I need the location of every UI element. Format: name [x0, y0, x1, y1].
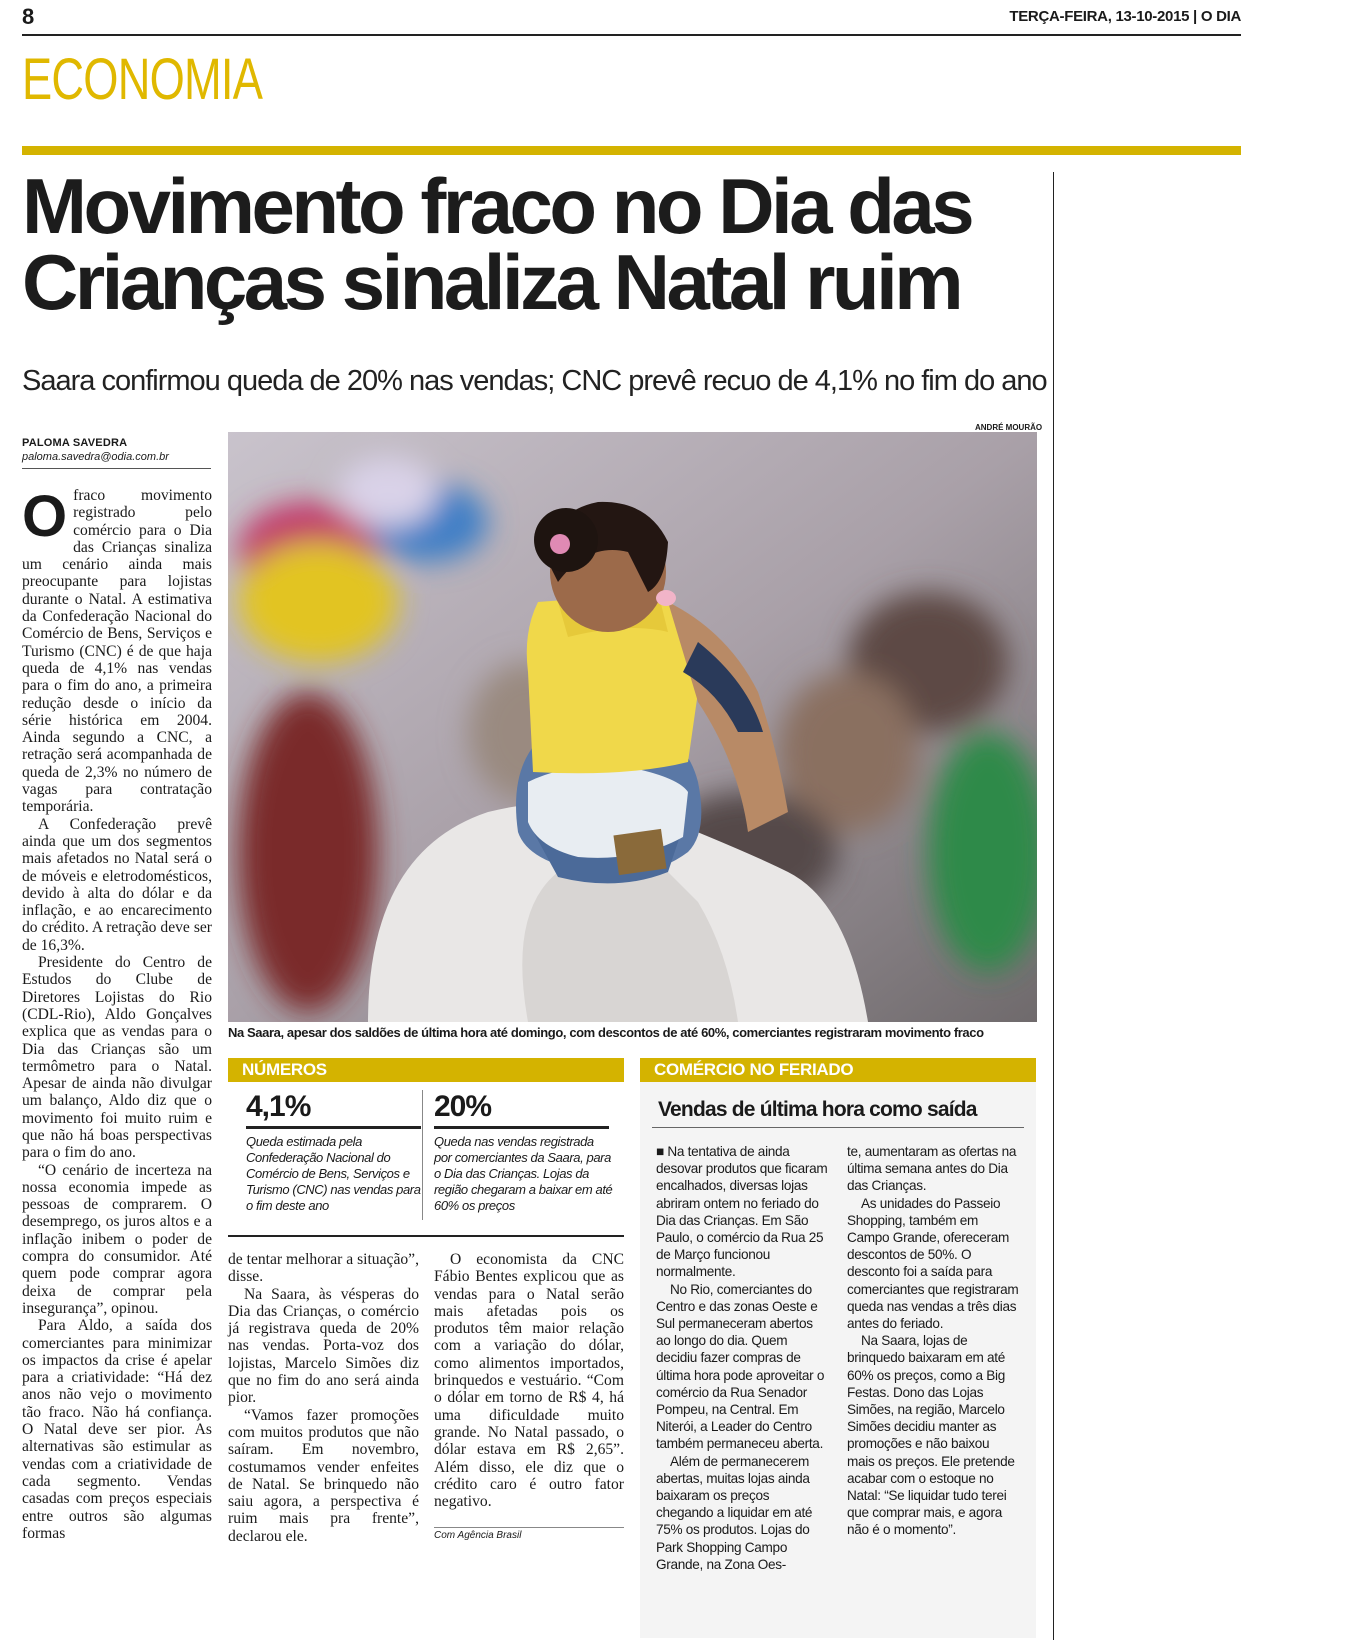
source-credit: Com Agência Brasil [434, 1530, 522, 1541]
headline: Movimento fraco no Dia das Crianças sinaliza Natal ruim [22, 162, 972, 327]
photo-illustration [228, 432, 1037, 1022]
stat-rule [434, 1126, 609, 1129]
photo-caption: Na Saara, apesar dos saldões de última hora até domingo, com descontos de até 60%, comerciantes registraram movimento fraco [228, 1025, 984, 1040]
holiday-sidebar [640, 1058, 1036, 1638]
source-rule [434, 1527, 624, 1528]
byline-rule [22, 468, 211, 469]
paragraph: de tentar melhorar a situação”, disse. [228, 1251, 419, 1286]
newspaper-brand: O DIA [1200, 8, 1241, 25]
paragraph: A Confederação prevê ainda que um dos segmentos mais afetados no Natal será o de móveis e eletrodomésticos, devido à alta do dólar e da inflação, e ao encarecimento do crédito. A retração deve ser de 16,3%. [22, 815, 212, 954]
numbers-box [228, 1058, 624, 1228]
subheadline: Saara confirmou queda de 20% nas vendas; CNC prevê recuo de 4,1% no fim do ano [22, 365, 1047, 397]
holiday-tag: COMÉRCIO NO FERIADO [640, 1058, 1036, 1082]
paragraph: Para Aldo, a saída dos comerciantes para minimizar os impactos da crise é apelar para a criatividade: “Há dez anos não vejo o movimento tão fraco. Não há confiança. O Natal deve ser pior. As alternativas são estimular as vendas com a criatividade de cada segmento. Vendas casadas com preços especiais entre outros são algumas formas [22, 1317, 212, 1542]
dropcap: O [22, 484, 68, 549]
page-number: 8 [22, 4, 35, 29]
article-column-2 [228, 1251, 419, 1545]
top-rule [22, 34, 1241, 36]
paragraph: “O cenário de incerteza na nossa economia impede as pessoas de comprarem. O desemprego, os juros altos e a inflação inibem o poder de compra do consumidor. Até quem pode comprar agora deixa de comprar pela insegurança”, opinou. [22, 1161, 212, 1317]
section-title: ECONOMIA [22, 47, 263, 112]
stat-item [434, 1090, 614, 1214]
stat-item [246, 1090, 426, 1214]
date: TERÇA-FEIRA, 13-10-2015 [1009, 8, 1190, 25]
paragraph: “Vamos fazer promoções com muitos produtos que não saíram. Em novembro, costumamos vender enfeites de Natal. Se brinquedo não saiu agora, a perspectiva é ruim mais pra frente”, declarou ele. [228, 1406, 419, 1545]
paragraph: O economista da CNC Fábio Bentes explicou que as vendas para o Natal serão mais afetadas pois os produtos têm maior relação com a variação do dólar, como alimentos importados, brinquedos e vestuário. “Com o dólar em torno de R$ 4, há uma dificuldade muito grande. No Natal passado, o dólar estava em R$ 2,65”. Além disso, ele diz que o crédito caro é outro fator negativo. [434, 1251, 624, 1511]
byline-email[interactable]: paloma.savedra@odia.com.br [22, 451, 169, 463]
numbers-box-title: NÚMEROS [228, 1058, 624, 1082]
section-bar [22, 146, 1241, 155]
paragraph: Presidente do Centro de Estudos do Clube de Diretores Lojistas do Rio (CDL-Rio), Aldo Gonçalves explica que as vendas para o Dia das Crianças são um termômetro para o Natal. Apesar de ainda não divulgar um balanço, Aldo diz que o movimento foi muito ruim e que não há boas perspectivas para o fim do ano. [22, 954, 212, 1162]
photo-credit: ANDRÉ MOURÃO [975, 423, 1043, 432]
paragraph: As unidades do Passeio Shopping, também em Campo Grande, ofereceram descontos de 50%. O desconto foi a saída para comerciantes que registraram queda nas vendas a três dias antes do feriado. [847, 1195, 1019, 1332]
separator: | [1193, 8, 1197, 25]
paragraph: fraco movimento registrado pelo comércio para o Dia das Crianças sinaliza um cenário ainda mais preocupante para lojistas durante o Natal. A estimativa da Confederação Nacional do Comércio de Bens, Serviços e Turismo (CNC) é de que haja queda de 4,1% nas vendas para o fim do ano, a primeira redução desde o início da série histórica em 2004. Ainda segundo a CNC, a retração será acompanhada de queda de 2,3% no número de vagas para contratação temporária. [22, 487, 212, 816]
paragraph: Na Saara, lojas de brinquedo baixaram em até 60% os preços, como a Big Festas. Dono das Lojas Simões, na região, Marcelo Simões decidiu manter as promoções e não baixou mais os preços. Ele pretende acabar com o estoque no Natal: “Se liquidar tudo terei que comprar mais, e agora não é o momento”. [847, 1333, 1015, 1538]
byline-author: PALOMA SAVEDRA [22, 437, 128, 449]
holiday-title: Vendas de última hora como saída [658, 1098, 977, 1121]
stat-rule [246, 1126, 421, 1129]
paragraph: Além de permanecerem abertas, muitas lojas ainda baixaram os preços chegando a liquidar em até 75% os produtos. Lojas do Park Shopping Campo Grande, na Zona Oes- [656, 1453, 813, 1572]
article-photo [228, 432, 1037, 1022]
holiday-column-1 [656, 1143, 828, 1573]
stat-value: 4,1% [246, 1090, 311, 1123]
holiday-column-2 [847, 1143, 1019, 1539]
article-column-1 [22, 484, 212, 1542]
column-rule [1053, 172, 1054, 1640]
paragraph: No Rio, comerciantes do Centro e das zonas Oeste e Sul permaneceram abertos ao longo do dia. Quem decidiu fazer compras de última hora pode aproveitar o comércio da Rua Senador Pompeu, na Central. Em Niterói, a Leader do Centro também permaneceu aberta. [656, 1281, 825, 1452]
stat-text: Queda nas vendas registrada por comerciantes da Saara, para o Dia das Crianças. Lojas da região chegaram a baixar em até 60% os preços [434, 1134, 613, 1213]
article-column-3 [434, 1251, 624, 1510]
dateline [1009, 8, 1241, 25]
numbers-bottom-rule [228, 1235, 624, 1237]
stat-text: Queda estimada pela Confederação Nacional do Comércio de Bens, Serviços e Turismo (CNC) nas vendas para o fim deste ano [246, 1134, 421, 1213]
numbers-separator [422, 1090, 423, 1220]
holiday-rule [652, 1127, 1024, 1128]
stat-value: 20% [434, 1090, 492, 1123]
paragraph: te, aumentaram as ofertas na última semana antes do Dia das Crianças. [847, 1144, 1017, 1194]
paragraph: Na Saara, às vésperas do Dia das Crianças, o comércio já registrava queda de 20% nas vendas. Porta-voz dos lojistas, Marcelo Simões diz que no fim do ano será ainda pior. [228, 1285, 419, 1407]
paragraph: ■ Na tentativa de ainda desovar produtos que ficaram encalhados, diversas lojas abriram ontem no feriado do Dia das Crianças. Em São Paulo, o comércio da Rua 25 de Março funcionou normalmente. [656, 1144, 828, 1280]
